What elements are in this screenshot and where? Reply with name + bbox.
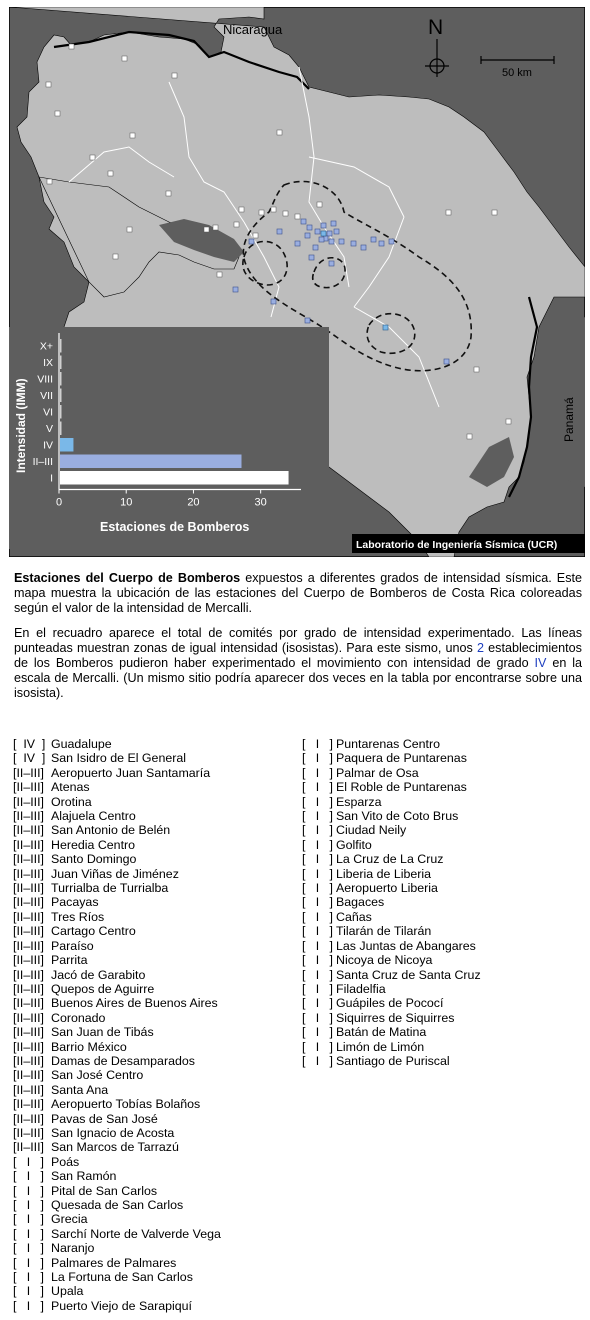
station-grade: [ I ] — [302, 981, 333, 996]
station-name: Siquirres de Siquirres — [336, 1010, 455, 1025]
station-name: La Cruz de La Cruz — [336, 852, 444, 867]
station-grade: [ I ] — [302, 1053, 333, 1068]
station-grade: [II–III] — [13, 1111, 44, 1126]
station-marker — [474, 367, 479, 372]
station-row — [302, 924, 587, 938]
station-name: Jacó de Garabito — [51, 967, 146, 982]
station-row — [13, 1140, 298, 1154]
station-row — [302, 1011, 587, 1025]
station-name: Filadelfia — [336, 981, 386, 996]
station-row — [302, 823, 587, 837]
chart-x-tick-label: 0 — [55, 496, 63, 509]
station-marker — [283, 211, 288, 216]
caption-paragraph-2 — [14, 626, 582, 701]
station-name: Paquera de Puntarenas — [336, 751, 467, 766]
chart-category-label: VI — [43, 406, 53, 419]
station-row — [302, 982, 587, 996]
chart-xlabel: Estaciones de Bomberos — [100, 520, 250, 534]
station-grade: [ I ] — [302, 881, 333, 896]
station-marker — [47, 179, 52, 184]
station-marker — [327, 231, 332, 236]
nicaragua-label: Nicaragua — [223, 22, 283, 37]
station-marker — [277, 130, 282, 135]
station-grade: [II–III] — [13, 794, 44, 809]
station-name: Guadalupe — [51, 737, 112, 751]
station-marker — [339, 239, 344, 244]
station-name: San Vito de Coto Brus — [336, 809, 459, 824]
station-grade: [II–III] — [13, 981, 44, 996]
station-row — [13, 1068, 298, 1082]
station-name: San José Centro — [51, 1068, 144, 1083]
station-name: Tres Ríos — [51, 909, 105, 924]
station-marker — [321, 231, 326, 236]
station-marker — [331, 221, 336, 226]
station-row — [302, 895, 587, 909]
station-marker — [69, 44, 74, 49]
station-name: Palmares de Palmares — [51, 1255, 177, 1270]
station-marker — [113, 254, 118, 259]
station-name: San Isidro de El General — [51, 751, 186, 766]
station-row — [13, 1155, 298, 1169]
station-row — [13, 1184, 298, 1198]
station-grade: [ I ] — [13, 1169, 44, 1184]
station-name: Cañas — [336, 909, 372, 924]
station-marker — [305, 318, 310, 323]
station-row — [13, 895, 298, 909]
station-name: Palmar de Osa — [336, 765, 419, 780]
chart-bar — [60, 405, 62, 419]
caption-text: en la escala de Mercalli. (Un mismo sitio podría aparecer dos veces en la tabla por encontrarse sobre una isosista). — [14, 656, 582, 700]
station-name: Liberia de Liberia — [336, 866, 432, 881]
station-row — [13, 1097, 298, 1111]
station-grade: [II–III] — [13, 1140, 44, 1155]
station-name: Santiago de Puriscal — [336, 1053, 450, 1068]
station-marker — [90, 155, 95, 160]
station-marker — [309, 255, 314, 260]
station-name: Santa Ana — [51, 1082, 109, 1097]
station-marker — [389, 239, 394, 244]
station-row — [302, 968, 587, 982]
station-grade: [II–III] — [13, 1053, 44, 1068]
station-grade: [II–III] — [13, 1082, 44, 1097]
station-marker — [166, 191, 171, 196]
station-row — [302, 1054, 587, 1068]
station-name: Aeropuerto Tobías Bolaños — [51, 1097, 201, 1112]
station-marker — [108, 171, 113, 176]
station-row — [13, 1256, 298, 1270]
station-name: San Ignacio de Acosta — [51, 1125, 175, 1140]
station-grade: [II–III] — [13, 837, 44, 852]
station-marker — [321, 223, 326, 228]
station-name: Barrio México — [51, 1039, 127, 1054]
station-row — [13, 1270, 298, 1284]
station-name: Batán de Matina — [336, 1025, 427, 1040]
station-name: San Juan de Tibás — [51, 1025, 154, 1040]
chart-category-label: IV — [43, 439, 53, 452]
station-name: San Antonio de Belén — [51, 823, 171, 838]
station-name: Aeropuerto Juan Santamaría — [51, 765, 211, 780]
intensity-bar-chart — [9, 327, 329, 549]
station-name: Turrialba de Turrialba — [51, 881, 169, 896]
chart-x-tick-label: 10 — [120, 496, 133, 509]
station-row — [302, 780, 587, 794]
station-name: Pavas de San José — [51, 1111, 158, 1126]
station-grade: [ I ] — [13, 1226, 44, 1241]
station-row — [302, 838, 587, 852]
station-grade: [II–III] — [13, 953, 44, 968]
station-marker — [315, 229, 320, 234]
station-grade: [II–III] — [13, 1025, 44, 1040]
station-marker — [127, 227, 132, 232]
chart-bar — [60, 438, 73, 452]
chart-background — [9, 327, 329, 549]
station-grade: [ I ] — [13, 1183, 44, 1198]
station-marker — [506, 419, 511, 424]
station-row — [13, 780, 298, 794]
station-name: Parrita — [51, 953, 88, 968]
station-marker — [351, 241, 356, 246]
station-name: Limón de Limón — [336, 1039, 425, 1054]
station-grade: [ I ] — [302, 924, 333, 939]
station-row — [13, 1284, 298, 1298]
chart-category-label: II–III — [32, 455, 53, 468]
station-row — [302, 795, 587, 809]
station-marker — [361, 245, 366, 250]
chart-bar — [60, 422, 62, 436]
station-row — [13, 1112, 298, 1126]
station-name: Quesada de San Carlos — [51, 1198, 184, 1212]
station-name: Ciudad Neily — [336, 823, 407, 838]
station-marker — [259, 210, 264, 215]
station-grade: [ I ] — [302, 837, 333, 852]
station-name: Esparza — [336, 794, 382, 809]
station-name: Juan Viñas de Jiménez — [51, 866, 179, 881]
station-grade: [II–III] — [13, 967, 44, 982]
station-marker — [301, 219, 306, 224]
station-grade: [ I ] — [13, 1284, 44, 1299]
panama-label: Panamá — [562, 397, 576, 442]
station-name: Bagaces — [336, 895, 385, 910]
station-grade: [ I ] — [302, 823, 333, 838]
station-grade: [II–III] — [13, 895, 44, 910]
station-row — [13, 737, 298, 751]
station-marker — [305, 233, 310, 238]
station-grade: [II–III] — [13, 866, 44, 881]
station-marker — [204, 227, 209, 232]
station-row — [302, 939, 587, 953]
caption-text: establecimientos de los Bomberos pudieron haber experimentado el movimiento con intensidad de grado — [14, 641, 582, 670]
chart-bar — [60, 339, 62, 353]
station-name: San Marcos de Tarrazú — [51, 1140, 179, 1155]
station-row — [13, 809, 298, 823]
station-name: Puntarenas Centro — [336, 737, 441, 751]
station-name: San Ramón — [51, 1169, 117, 1184]
station-grade: [ I ] — [302, 1010, 333, 1025]
station-marker — [379, 241, 384, 246]
station-name: Orotina — [51, 794, 92, 809]
caption — [14, 571, 582, 711]
station-marker — [46, 82, 51, 87]
station-count: 2 — [477, 641, 485, 655]
station-row — [302, 751, 587, 765]
station-marker — [307, 225, 312, 230]
station-grade: [ I ] — [302, 1039, 333, 1054]
chart-x-tick-label: 20 — [187, 496, 200, 509]
station-grade: [ I ] — [302, 794, 333, 809]
station-name: Puerto Viejo de Sarapiquí — [51, 1298, 192, 1313]
station-row — [13, 924, 298, 938]
svg-text:N: N — [428, 16, 444, 39]
station-grade: [ I ] — [302, 909, 333, 924]
station-row — [302, 809, 587, 823]
station-row — [302, 1040, 587, 1054]
station-marker — [329, 261, 334, 266]
station-grade: [ IV ] — [13, 737, 46, 751]
chart-category-label: X+ — [39, 340, 53, 353]
station-grade: [II–III] — [13, 996, 44, 1011]
station-row — [13, 823, 298, 837]
station-name: Tilarán de Tilarán — [336, 924, 432, 939]
station-row — [13, 881, 298, 895]
station-name: Grecia — [51, 1212, 88, 1227]
station-marker — [253, 233, 258, 238]
station-row — [13, 1198, 298, 1212]
station-grade: [ I ] — [302, 809, 333, 824]
chart-bar — [60, 389, 62, 403]
station-row — [302, 852, 587, 866]
max-grade: IV — [534, 656, 547, 670]
station-name: Cartago Centro — [51, 924, 136, 939]
station-marker — [317, 202, 322, 207]
credit-label: Laboratorio de Ingeniería Sísmica (UCR) — [356, 539, 558, 551]
station-name: Poás — [51, 1154, 80, 1169]
station-grade: [II–III] — [13, 809, 44, 824]
station-name: Paraíso — [51, 938, 94, 953]
station-list-left — [13, 737, 298, 1313]
station-row — [13, 1083, 298, 1097]
station-name: Pital de San Carlos — [51, 1183, 158, 1198]
station-name: Damas de Desamparados — [51, 1053, 195, 1068]
station-name: Sarchí Norte de Valverde Vega — [51, 1226, 221, 1241]
station-marker — [383, 325, 388, 330]
station-name: Santo Domingo — [51, 852, 137, 867]
station-row — [13, 1212, 298, 1226]
station-grade: [ I ] — [302, 737, 333, 751]
station-row — [302, 737, 587, 751]
station-marker — [217, 272, 222, 277]
station-name: Coronado — [51, 1010, 106, 1025]
chart-category-label: VIII — [37, 373, 53, 386]
station-grade: [ I ] — [302, 938, 333, 953]
station-grade: [ I ] — [13, 1298, 44, 1313]
station-grade: [II–III] — [13, 780, 44, 795]
chart-bar — [60, 455, 242, 469]
station-marker — [233, 287, 238, 292]
station-row — [302, 910, 587, 924]
station-grade: [II–III] — [13, 1068, 44, 1083]
station-grade: [II–III] — [13, 1039, 44, 1054]
station-row — [13, 1126, 298, 1140]
station-row — [13, 766, 298, 780]
station-grade: [ I ] — [302, 996, 333, 1011]
station-row — [13, 1040, 298, 1054]
station-marker — [371, 237, 376, 242]
station-grade: [ I ] — [302, 967, 333, 982]
station-row — [13, 1227, 298, 1241]
station-grade: [ I ] — [13, 1255, 44, 1270]
station-name: Heredia Centro — [51, 837, 136, 852]
station-marker — [249, 239, 254, 244]
station-grade: [II–III] — [13, 924, 44, 939]
station-row — [302, 996, 587, 1010]
station-marker — [277, 229, 282, 234]
station-grade: [II–III] — [13, 938, 44, 953]
station-name: Buenos Aires de Buenos Aires — [51, 996, 218, 1011]
station-grade: [ I ] — [302, 765, 333, 780]
caption-text: En el recuadro aparece el total de comités por grado de intensidad experimentado. Las líneas punteadas muestran zonas de igual intensidad (isosistas). Para este sismo, unos — [14, 626, 582, 655]
caption-title: Estaciones del Cuerpo de Bomberos — [14, 571, 241, 585]
station-name: Golfito — [336, 837, 372, 852]
chart-category-label: IX — [43, 356, 53, 369]
station-marker — [271, 207, 276, 212]
station-grade: [ I ] — [302, 780, 333, 795]
station-name: Las Juntas de Abangares — [336, 938, 476, 953]
station-marker — [295, 214, 300, 219]
station-row — [13, 867, 298, 881]
station-marker — [295, 241, 300, 246]
station-grade: [II–III] — [13, 823, 44, 838]
station-row — [13, 1299, 298, 1313]
chart-category-label: V — [45, 422, 53, 435]
station-row — [13, 939, 298, 953]
station-marker — [492, 210, 497, 215]
station-grade: [II–III] — [13, 852, 44, 867]
station-marker — [313, 245, 318, 250]
station-row — [302, 881, 587, 895]
station-marker — [467, 434, 472, 439]
chart-category-label: VII — [40, 389, 53, 402]
station-name: Upala — [51, 1284, 84, 1299]
station-row — [13, 982, 298, 996]
station-grade: [ I ] — [302, 751, 333, 766]
chart-bar — [60, 356, 62, 370]
station-marker — [334, 229, 339, 234]
station-row — [13, 1011, 298, 1025]
station-marker — [55, 111, 60, 116]
station-name: Guápiles de Pococí — [336, 996, 444, 1011]
station-row — [302, 953, 587, 967]
caption-paragraph-1 — [14, 571, 582, 616]
station-row — [302, 1025, 587, 1039]
svg-text:50 km: 50 km — [502, 67, 532, 79]
station-marker — [172, 73, 177, 78]
station-row — [13, 1054, 298, 1068]
station-row — [13, 795, 298, 809]
station-name: Naranjo — [51, 1241, 95, 1256]
station-row — [13, 910, 298, 924]
station-marker — [444, 359, 449, 364]
station-grade: [ I ] — [302, 852, 333, 867]
station-row — [13, 953, 298, 967]
station-marker — [234, 222, 239, 227]
station-marker — [239, 207, 244, 212]
station-name: Quepos de Aguirre — [51, 981, 155, 996]
station-grade: [ IV ] — [13, 751, 46, 766]
chart-bar — [60, 372, 62, 386]
station-name: Pacayas — [51, 895, 99, 910]
station-grade: [II–III] — [13, 1010, 44, 1025]
station-grade: [II–III] — [13, 909, 44, 924]
station-row — [13, 968, 298, 982]
caption-text: expuestos a diferentes grados de intensidad sísmica. Este mapa muestra la ubicación de las estaciones del Cuerpo de Bomberos de Costa Rica coloreadas según el valor de la intensidad de Mercalli. — [14, 571, 582, 615]
station-marker — [122, 56, 127, 61]
station-marker — [446, 210, 451, 215]
station-name: Aeropuerto Liberia — [336, 881, 438, 896]
station-name: Atenas — [51, 780, 90, 795]
station-row — [13, 1169, 298, 1183]
station-marker — [213, 225, 218, 230]
chart-x-tick-label: 30 — [254, 496, 267, 509]
station-marker — [329, 239, 334, 244]
station-grade: [ I ] — [13, 1198, 44, 1212]
station-grade: [II–III] — [13, 1125, 44, 1140]
station-row — [13, 751, 298, 765]
station-row — [302, 867, 587, 881]
station-row — [13, 838, 298, 852]
station-grade: [ I ] — [13, 1241, 44, 1256]
station-grade: [ I ] — [13, 1154, 44, 1169]
station-row — [13, 1241, 298, 1255]
station-grade: [ I ] — [13, 1270, 44, 1285]
station-list-right — [302, 737, 587, 1068]
station-name: El Roble de Puntarenas — [336, 780, 467, 795]
station-name: Alajuela Centro — [51, 809, 136, 824]
intensity-map — [9, 7, 585, 557]
station-marker — [319, 237, 324, 242]
station-grade: [ I ] — [302, 866, 333, 881]
station-grade: [II–III] — [13, 881, 44, 896]
station-marker — [271, 299, 276, 304]
station-grade: [ I ] — [302, 1025, 333, 1040]
station-name: Santa Cruz de Santa Cruz — [336, 967, 481, 982]
station-grade: [II–III] — [13, 765, 44, 780]
chart-ylabel: Intensidad (IMM) — [14, 378, 28, 473]
station-row — [13, 852, 298, 866]
station-grade: [ I ] — [302, 953, 333, 968]
station-grade: [ I ] — [302, 895, 333, 910]
station-grade: [II–III] — [13, 1097, 44, 1112]
station-row — [302, 766, 587, 780]
chart-bar — [60, 471, 289, 485]
station-row — [13, 1025, 298, 1039]
station-marker — [130, 133, 135, 138]
station-name: Nicoya de Nicoya — [336, 953, 433, 968]
chart-category-label: I — [50, 472, 53, 485]
station-grade: [ I ] — [13, 1212, 44, 1227]
station-name: La Fortuna de San Carlos — [51, 1270, 193, 1285]
station-row — [13, 996, 298, 1010]
